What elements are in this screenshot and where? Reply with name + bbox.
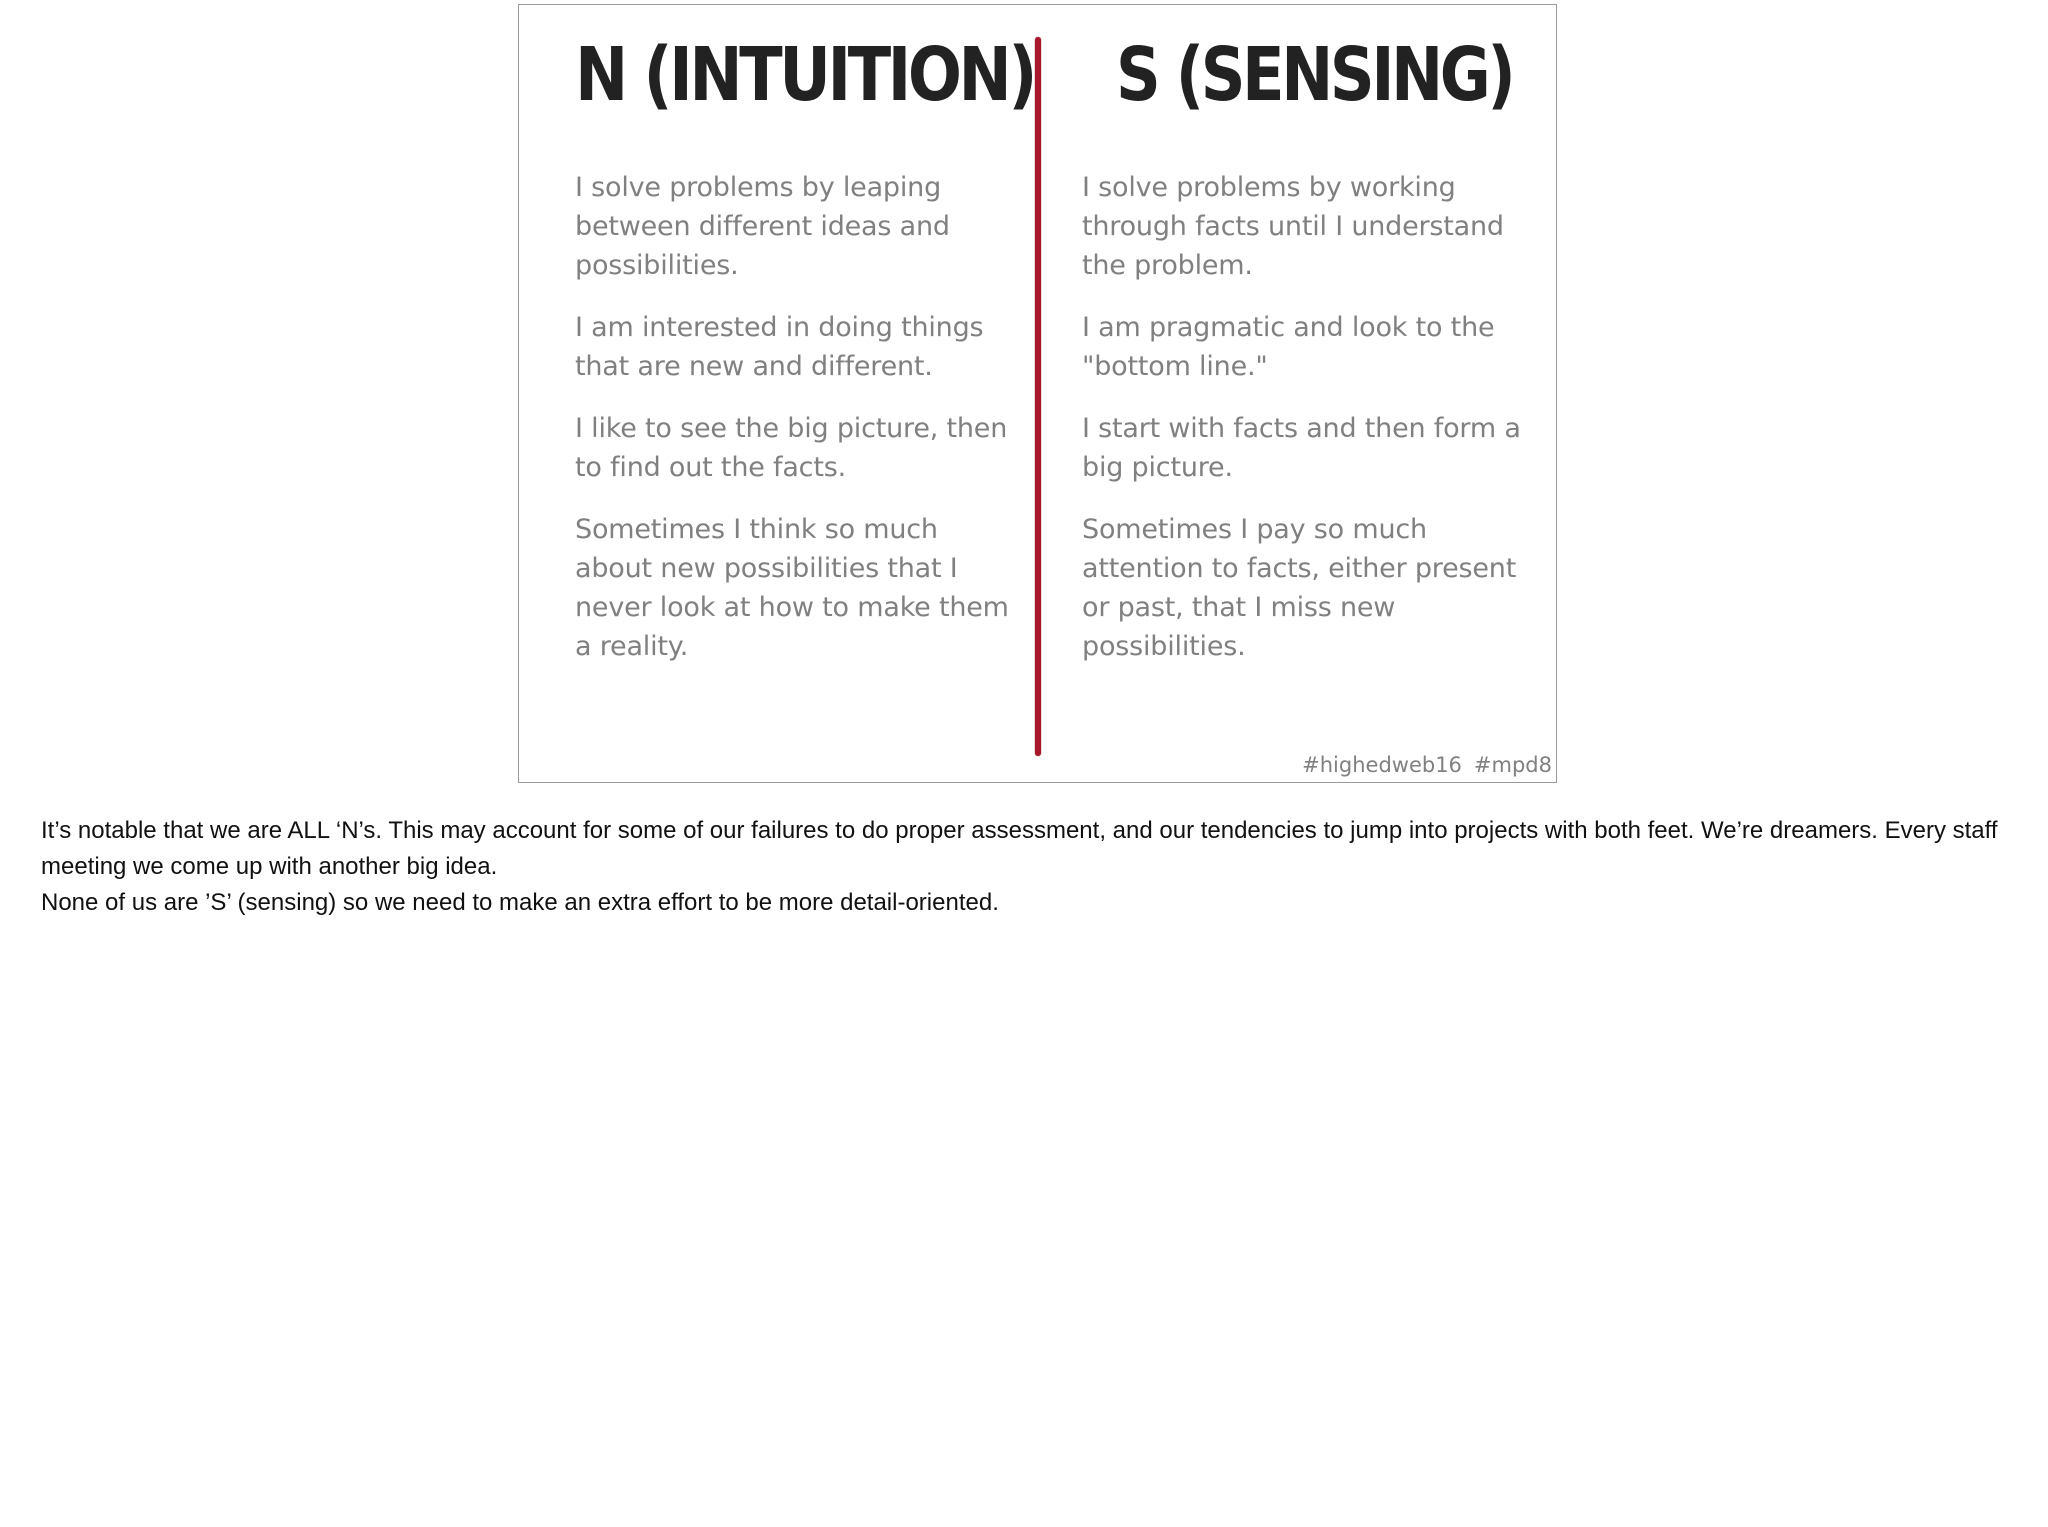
sensing-paragraph: I start with facts and then form a big picture.	[1082, 413, 1521, 483]
sensing-list	[1082, 168, 1522, 689]
intuition-paragraph: I like to see the big picture, then to find out the facts.	[575, 413, 1008, 483]
hashtag: #highedweb16	[1302, 753, 1462, 777]
sensing-paragraph: Sometimes I pay so much attention to facts, either present or past, that I miss new possibilities.	[1082, 514, 1517, 662]
sensing-paragraph: I solve problems by working through facts until I understand the problem.	[1082, 172, 1504, 281]
slide	[518, 4, 1557, 783]
intuition-paragraph: I am interested in doing things that are new and different.	[575, 312, 984, 382]
intuition-heading: N (INTUITION)	[575, 32, 1035, 118]
sensing-heading: S (SENSING)	[1116, 32, 1513, 118]
column-divider	[1035, 37, 1041, 756]
hashtags	[1302, 753, 1552, 777]
sensing-paragraph: I am pragmatic and look to the "bottom line."	[1082, 312, 1495, 382]
intuition-paragraph: I solve problems by leaping between different ideas and possibilities.	[575, 172, 950, 281]
notes-paragraph: None of us are ’S’ (sensing) so we need to make an extra effort to be more detail-oriented.	[41, 889, 999, 916]
presenter-notes	[41, 813, 2021, 921]
intuition-paragraph: Sometimes I think so much about new possibilities that I never look at how to make them a reality.	[575, 514, 1009, 662]
intuition-list	[575, 168, 1015, 689]
hashtag: #mpd8	[1473, 753, 1552, 777]
notes-paragraph: It’s notable that we are ALL ‘N’s. This may account for some of our failures to do proper assessment, and our tendencies to jump into projects with both feet. We’re dreamers. Every staff meeting we come up with another big idea.	[41, 817, 1998, 880]
